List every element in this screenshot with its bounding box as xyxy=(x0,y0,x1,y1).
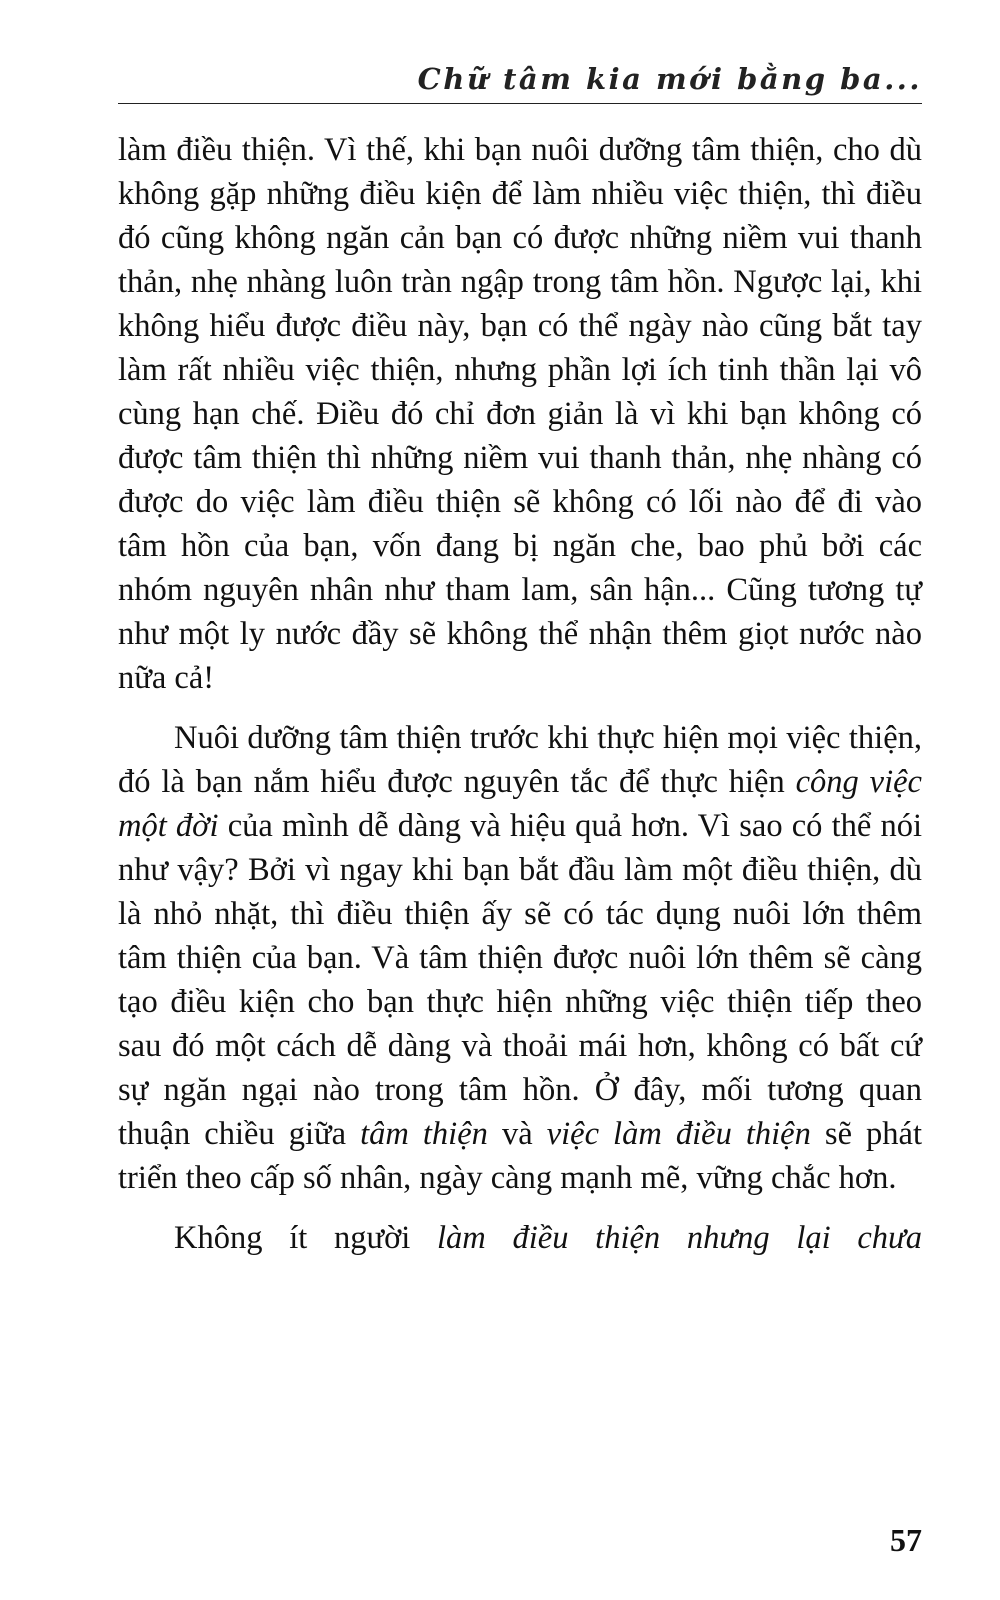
paragraph-1 xyxy=(118,128,922,700)
paragraph-3 xyxy=(118,1216,922,1260)
running-title: Chữ tâm kia mới bằng ba... xyxy=(417,62,922,96)
page-number: 57 xyxy=(890,1522,922,1558)
italic-phrase: tâm thiện xyxy=(360,1116,488,1152)
italic-phrase: công việc một đời xyxy=(118,764,922,844)
text-segment: của mình dễ dàng và hiệu quả hơn. Vì sao có thể nói như vậy? Bởi vì ngay khi bạn bắt đầu làm một điều thiện, dù là nhỏ nhặt, thì điều thiện ấy sẽ có tác dụng nuôi lớn thêm tâm thiện của bạn. Và tâm thiện được nuôi lớn thêm sẽ càng tạo điều kiện cho bạn thực hiện những việc thiện tiếp theo sau đó một cách dễ dàng và thoải mái hơn, không có bất cứ sự ngăn ngại nào trong tâm hồn. Ở đây, mối tương quan thuận chiều giữa xyxy=(118,808,922,1152)
text-segment: Không ít người xyxy=(174,1220,438,1256)
running-header xyxy=(118,52,922,104)
text-segment: Nuôi dưỡng tâm thiện trước khi thực hiện mọi việc thiện, đó là bạn nắm hiểu được nguyên tắc để thực hiện xyxy=(118,720,922,800)
text-segment: và xyxy=(487,1116,547,1152)
italic-phrase: việc làm điều thiện xyxy=(546,1116,811,1152)
text-segment: làm điều thiện. Vì thế, khi bạn nuôi dưỡng tâm thiện, cho dù không gặp những điều kiện để làm nhiều việc thiện, thì điều đó cũng không ngăn cản bạn có được những niềm vui thanh thản, nhẹ nhàng luôn tràn ngập trong tâm hồn. Ngược lại, khi không hiểu được điều này, bạn có thể ngày nào cũng bắt tay làm rất nhiều việc thiện, nhưng phần lợi ích tinh thần lại vô cùng hạn chế. Điều đó chỉ đơn giản là vì khi bạn không có được tâm thiện thì những niềm vui thanh thản, nhẹ nhàng có được do việc làm điều thiện sẽ không có lối nào để đi vào tâm hồn của bạn, vốn đang bị ngăn che, bao phủ bởi các nhóm nguyên nhân như tham lam, sân hận... Cũng tương tự như một ly nước đầy sẽ không thể nhận thêm giọt nước nào nữa cả! xyxy=(118,132,922,696)
text-segment: sẽ phát triển theo cấp số nhân, ngày càng mạnh mẽ, vững chắc hơn. xyxy=(118,1116,923,1196)
paragraph-2 xyxy=(118,716,922,1200)
italic-phrase: làm điều thiện nhưng lại chưa xyxy=(437,1220,922,1256)
body-text xyxy=(118,128,922,1276)
